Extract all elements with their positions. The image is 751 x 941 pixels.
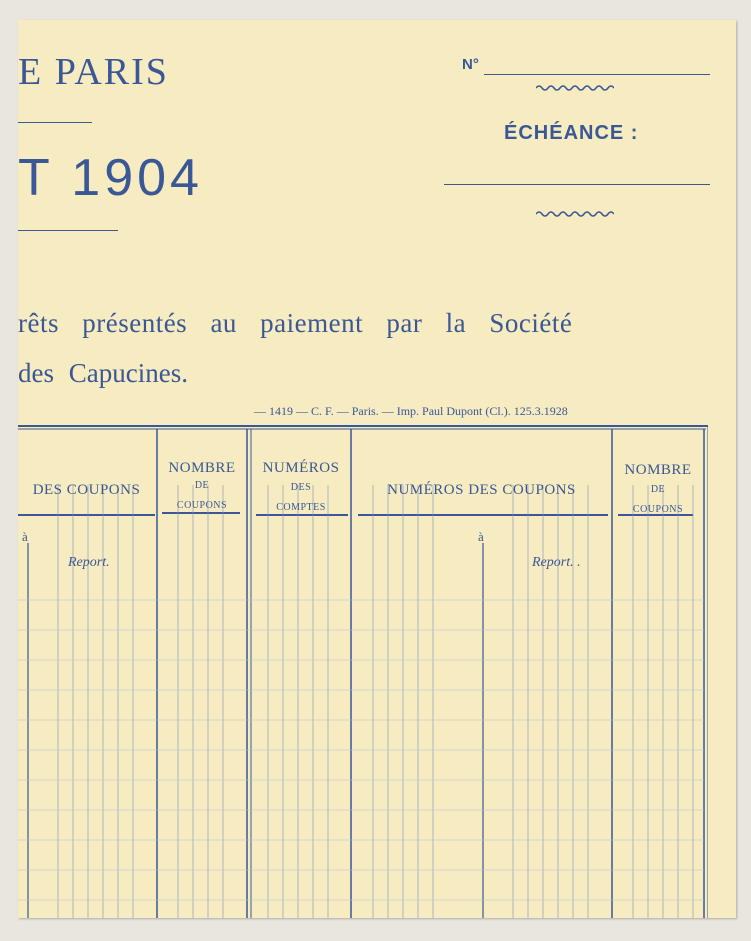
col-nombre-right-header-line2: DE bbox=[650, 484, 666, 495]
col-comptes-header-line2: DES bbox=[290, 482, 312, 493]
echeance-flourish bbox=[536, 210, 614, 218]
subtitle-line-1: rêts présentés au paiement par la Société bbox=[18, 308, 573, 338]
col-comptes-header-line3: COMPTES bbox=[276, 502, 326, 513]
report-left: Report. bbox=[68, 555, 110, 570]
report-right: Report. . bbox=[532, 555, 581, 570]
col-comptes-header-line1: NUMÉROS bbox=[262, 460, 340, 476]
echeance-label: ÉCHÉANCE : bbox=[504, 122, 639, 144]
number-line bbox=[484, 74, 710, 75]
year-underline bbox=[18, 230, 118, 231]
printer-imprint: — 1419 — C. F. — Paris. — Imp. Paul Dupont (Cl.). 125.3.1928 bbox=[254, 404, 568, 418]
title-fragment: E PARIS bbox=[18, 51, 169, 93]
col-numeros-coupons-header: NUMÉROS DES COUPONS bbox=[387, 482, 576, 498]
number-flourish bbox=[536, 84, 614, 92]
col-nombre-header-line3: COUPONS bbox=[176, 500, 228, 511]
echeance-line bbox=[444, 184, 710, 185]
col-nombre-right-header-line1: NOMBRE bbox=[624, 462, 692, 478]
table-grid bbox=[18, 425, 708, 918]
coupon-table bbox=[18, 425, 708, 918]
col-nombre-right-header-line3: COUPONS bbox=[632, 504, 684, 515]
col-nombre-header-line1: NOMBRE bbox=[168, 460, 236, 476]
range-a-left: à bbox=[22, 529, 28, 544]
col-nombre-header-line2: DE bbox=[194, 480, 210, 491]
title-underline bbox=[18, 122, 92, 123]
subtitle-line-2: des Capucines. bbox=[18, 358, 188, 388]
form-sheet bbox=[18, 20, 736, 918]
range-a-right: à bbox=[478, 529, 484, 544]
year-heading: T 1904 bbox=[18, 149, 203, 207]
number-label: N° bbox=[462, 56, 479, 73]
col-coupons-numbers-header: DES COUPONS bbox=[32, 482, 141, 498]
